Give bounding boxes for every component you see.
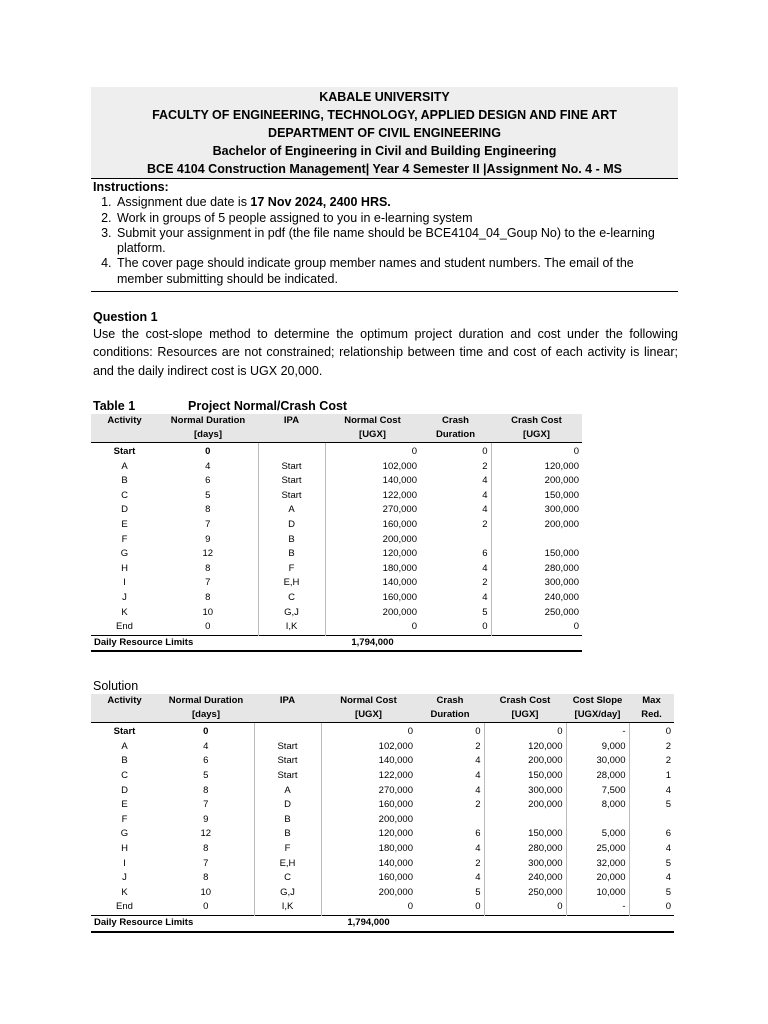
footer-empty bbox=[416, 916, 674, 932]
divider bbox=[91, 287, 678, 292]
table-cell: 0 bbox=[205, 445, 211, 457]
table-cell: 0 bbox=[484, 723, 566, 740]
table-cell: 4 bbox=[629, 842, 674, 857]
table-cell: 4 bbox=[203, 740, 209, 752]
table-cell: 5 bbox=[203, 770, 209, 782]
column-header bbox=[258, 428, 325, 443]
column-header: IPA bbox=[258, 414, 325, 428]
instructions-section bbox=[91, 180, 678, 287]
table-cell: 200,000 bbox=[491, 474, 582, 489]
table-cell: 300,000 bbox=[484, 784, 566, 799]
table-cell: 5,000 bbox=[566, 827, 629, 842]
table-cell: 2 bbox=[475, 857, 481, 869]
table-cell: 4 bbox=[629, 871, 674, 886]
table-row bbox=[91, 460, 582, 475]
table-cell: 0 bbox=[491, 442, 582, 459]
table-cell bbox=[491, 533, 582, 548]
table-cell: 5 bbox=[629, 798, 674, 813]
column-header: Crash Cost bbox=[491, 414, 582, 428]
table-cell: A bbox=[258, 503, 325, 518]
table-cell: 0 bbox=[482, 445, 488, 457]
table-row bbox=[91, 827, 674, 842]
table-row bbox=[91, 754, 674, 769]
table-cell: 4 bbox=[629, 784, 674, 799]
table-cell: 5 bbox=[629, 857, 674, 872]
table-cell: 8 bbox=[203, 843, 209, 855]
table-cell: B bbox=[254, 827, 321, 842]
table-cell: 280,000 bbox=[484, 842, 566, 857]
column-header: Normal Cost bbox=[321, 694, 416, 708]
table-cell: A bbox=[121, 460, 128, 472]
table-cell: D bbox=[121, 504, 128, 516]
column-header: Cost Slope bbox=[566, 694, 629, 708]
table-cell: 4 bbox=[475, 755, 481, 767]
table-row bbox=[91, 518, 582, 533]
question-title: Question 1 bbox=[93, 310, 158, 325]
table-cell: 8 bbox=[205, 504, 211, 516]
instruction-item bbox=[115, 195, 678, 210]
table-row bbox=[91, 784, 674, 799]
table-row bbox=[91, 489, 582, 504]
table-cell: I bbox=[123, 577, 126, 589]
table-row bbox=[91, 740, 674, 755]
table-cell: 140,000 bbox=[325, 474, 420, 489]
table-cell: Start bbox=[254, 769, 321, 784]
table-cell: D bbox=[121, 784, 128, 796]
table-row bbox=[91, 871, 674, 886]
footer-label: Daily Resource Limits bbox=[91, 635, 325, 651]
question-text: Use the cost-slope method to determine the optimum project duration and cost under the following conditions: Resources are not constrained; relationship between time and cost of each activity is linear; and the daily indirect cost is UGX 20,000. bbox=[93, 327, 678, 378]
table-cell: 0 bbox=[205, 621, 211, 633]
table-cell: 0 bbox=[482, 621, 488, 633]
table-cell: 270,000 bbox=[325, 503, 420, 518]
table-cell: 20,000 bbox=[566, 871, 629, 886]
table-cell: G,J bbox=[254, 886, 321, 901]
table-cell: 120,000 bbox=[484, 740, 566, 755]
column-header: [UGX] bbox=[325, 428, 420, 443]
table-cell: Start bbox=[113, 726, 136, 738]
instruction-item bbox=[115, 226, 678, 257]
table-row bbox=[91, 474, 582, 489]
table-row bbox=[91, 798, 674, 813]
table-cell: 8 bbox=[203, 872, 209, 884]
table-cell: 2 bbox=[475, 740, 481, 752]
column-header: [UGX] bbox=[491, 428, 582, 443]
university-name: KABALE UNIVERSITY bbox=[319, 90, 450, 104]
table-row bbox=[91, 813, 674, 828]
table-row bbox=[91, 900, 674, 915]
table-cell: 10,000 bbox=[566, 886, 629, 901]
table-cell: C bbox=[258, 591, 325, 606]
table-row bbox=[91, 562, 582, 577]
footer-total: 1,794,000 bbox=[321, 916, 416, 932]
table-cell: I,K bbox=[254, 900, 321, 915]
table-cell: B bbox=[121, 755, 128, 767]
table-cell: 4 bbox=[482, 504, 488, 516]
table-cell: F bbox=[254, 842, 321, 857]
table-cell: 140,000 bbox=[321, 857, 416, 872]
table-cell: 280,000 bbox=[491, 562, 582, 577]
table-cell: 7,500 bbox=[566, 784, 629, 799]
table-cell: 150,000 bbox=[484, 769, 566, 784]
instruction-text: The cover page should indicate group member names and student numbers. The email of the member submitting should be indicated. bbox=[117, 256, 634, 286]
table-cell: 102,000 bbox=[321, 740, 416, 755]
table-row bbox=[91, 723, 674, 740]
table-cell: 4 bbox=[205, 460, 211, 472]
table-cell: 8 bbox=[205, 591, 211, 603]
table-cell bbox=[420, 533, 491, 548]
column-header: Crash Cost bbox=[484, 694, 566, 708]
table-cell: 200,000 bbox=[484, 798, 566, 813]
table-cell: B bbox=[258, 547, 325, 562]
table-cell: B bbox=[254, 813, 321, 828]
column-header: [UGX] bbox=[321, 708, 416, 723]
table-cell: 2 bbox=[482, 518, 488, 530]
table-cell: C bbox=[121, 770, 128, 782]
footer-label: Daily Resource Limits bbox=[91, 916, 321, 932]
table-cell: 2 bbox=[629, 740, 674, 755]
column-header: [days] bbox=[158, 428, 258, 443]
table-cell: 5 bbox=[629, 886, 674, 901]
normal-crash-cost-table bbox=[91, 414, 582, 652]
table-cell: 120,000 bbox=[321, 827, 416, 842]
table-cell: 0 bbox=[325, 442, 420, 459]
column-header bbox=[91, 708, 158, 723]
table-cell: - bbox=[566, 900, 629, 915]
document-header bbox=[91, 87, 678, 179]
table-cell: H bbox=[121, 562, 128, 574]
table-cell: B bbox=[258, 533, 325, 548]
table-cell: 0 bbox=[629, 900, 674, 915]
table-cell: 200,000 bbox=[325, 533, 420, 548]
table-cell bbox=[416, 813, 484, 828]
document-page bbox=[91, 87, 678, 933]
programme-name: Bachelor of Engineering in Civil and Building Engineering bbox=[212, 144, 557, 158]
table-cell: C bbox=[254, 871, 321, 886]
table-cell: 12 bbox=[202, 548, 214, 560]
table-cell: Start bbox=[258, 460, 325, 475]
column-header: Normal Duration bbox=[158, 694, 254, 708]
table-cell: 250,000 bbox=[484, 886, 566, 901]
table-cell: 9 bbox=[205, 533, 211, 545]
table-cell: E,H bbox=[258, 576, 325, 591]
table-row bbox=[91, 857, 674, 872]
table-cell: 250,000 bbox=[491, 606, 582, 621]
table-row bbox=[91, 606, 582, 621]
table-cell: F bbox=[258, 562, 325, 577]
column-header: [UGX/day] bbox=[566, 708, 629, 723]
table-cell: 0 bbox=[325, 620, 420, 635]
table-cell bbox=[258, 442, 325, 459]
table-row bbox=[91, 442, 582, 459]
table-cell: E,H bbox=[254, 857, 321, 872]
solution-table bbox=[91, 694, 674, 932]
table-cell: 12 bbox=[200, 828, 212, 840]
table-cell: 7 bbox=[205, 518, 211, 530]
column-header: Max bbox=[629, 694, 674, 708]
table-cell: 6 bbox=[205, 475, 211, 487]
table-cell: 4 bbox=[475, 770, 481, 782]
table-cell: 300,000 bbox=[491, 576, 582, 591]
table-cell: 6 bbox=[482, 548, 488, 560]
table-cell: - bbox=[566, 723, 629, 740]
table-cell: 4 bbox=[475, 784, 481, 796]
table-cell: 32,000 bbox=[566, 857, 629, 872]
column-header: Normal Duration bbox=[158, 414, 258, 428]
table-cell: B bbox=[121, 475, 128, 487]
faculty-name: FACULTY OF ENGINEERING, TECHNOLOGY, APPLIED DESIGN AND FINE ART bbox=[152, 108, 617, 122]
table-row bbox=[91, 591, 582, 606]
table-cell: 300,000 bbox=[491, 503, 582, 518]
table-cell: 120,000 bbox=[325, 547, 420, 562]
footer-row bbox=[91, 916, 674, 932]
table-cell: 240,000 bbox=[491, 591, 582, 606]
table-cell: K bbox=[121, 606, 128, 618]
instruction-due-date: 17 Nov 2024, 2400 HRS. bbox=[250, 195, 391, 210]
table-cell: 0 bbox=[484, 900, 566, 915]
table-cell: 8 bbox=[205, 562, 211, 574]
table-cell: 150,000 bbox=[491, 547, 582, 562]
column-header: [UGX] bbox=[484, 708, 566, 723]
table-cell: C bbox=[121, 489, 128, 501]
column-header: [days] bbox=[158, 708, 254, 723]
column-header: Duration bbox=[420, 428, 491, 443]
table-cell: 0 bbox=[203, 901, 209, 913]
table-cell: 200,000 bbox=[491, 518, 582, 533]
table-cell: Start bbox=[258, 474, 325, 489]
table-cell: D bbox=[258, 518, 325, 533]
table-cell: 10 bbox=[202, 606, 214, 618]
table-cell: 160,000 bbox=[325, 518, 420, 533]
table-cell: 140,000 bbox=[325, 576, 420, 591]
table-cell: 7 bbox=[205, 577, 211, 589]
table-cell: 28,000 bbox=[566, 769, 629, 784]
table1-title: Project Normal/Crash Cost bbox=[188, 398, 348, 413]
table-cell: E bbox=[121, 518, 128, 530]
table-cell: 270,000 bbox=[321, 784, 416, 799]
column-header: Activity bbox=[91, 694, 158, 708]
table-cell: 0 bbox=[321, 723, 416, 740]
table1-label: Table 1 bbox=[93, 398, 136, 413]
table-cell: 0 bbox=[203, 726, 209, 738]
table-cell: A bbox=[121, 740, 128, 752]
instruction-item bbox=[115, 256, 678, 287]
table-cell: 4 bbox=[482, 475, 488, 487]
column-header: Crash bbox=[416, 694, 484, 708]
table-cell: 200,000 bbox=[484, 754, 566, 769]
table-cell: F bbox=[121, 813, 128, 825]
table-cell: 5 bbox=[475, 886, 481, 898]
table-cell: G bbox=[120, 828, 129, 840]
table-cell: 4 bbox=[482, 489, 488, 501]
table-cell: 6 bbox=[629, 827, 674, 842]
table-cell: 122,000 bbox=[321, 769, 416, 784]
course-line: BCE 4104 Construction Management| Year 4 Semester II |Assignment No. 4 - MS bbox=[147, 162, 622, 176]
column-header: IPA bbox=[254, 694, 321, 708]
table-cell: H bbox=[121, 843, 128, 855]
table-cell: 30,000 bbox=[566, 754, 629, 769]
table-cell: 0 bbox=[629, 723, 674, 740]
column-header: Activity bbox=[91, 414, 158, 428]
table-cell: 5 bbox=[482, 606, 488, 618]
table-cell: 240,000 bbox=[484, 871, 566, 886]
table-cell: 160,000 bbox=[325, 591, 420, 606]
instruction-item bbox=[115, 211, 678, 226]
table-cell: J bbox=[122, 872, 127, 884]
table-cell: 2 bbox=[629, 754, 674, 769]
table-cell bbox=[629, 813, 674, 828]
instruction-text: Assignment due date is bbox=[117, 195, 251, 210]
column-header: Crash bbox=[420, 414, 491, 428]
instructions-heading: Instructions: bbox=[93, 180, 169, 194]
table-cell: J bbox=[122, 591, 127, 603]
table-cell: 4 bbox=[475, 872, 481, 884]
table-cell: F bbox=[121, 533, 128, 545]
table-cell: 4 bbox=[482, 562, 488, 574]
table-row bbox=[91, 886, 674, 901]
table-cell: 6 bbox=[475, 828, 481, 840]
table-cell: 4 bbox=[482, 591, 488, 603]
column-header: Red. bbox=[629, 708, 674, 723]
table-cell: 122,000 bbox=[325, 489, 420, 504]
table-cell: K bbox=[121, 886, 128, 898]
table-cell: 2 bbox=[482, 577, 488, 589]
table-cell: 150,000 bbox=[491, 489, 582, 504]
table-cell: 2 bbox=[482, 460, 488, 472]
footer-total: 1,794,000 bbox=[325, 635, 420, 651]
instructions-list bbox=[91, 195, 678, 287]
column-header bbox=[254, 708, 321, 723]
table1-caption bbox=[93, 399, 678, 414]
table-cell: 160,000 bbox=[321, 871, 416, 886]
table-cell: 6 bbox=[203, 755, 209, 767]
solution-title: Solution bbox=[93, 679, 139, 694]
table-cell: 7 bbox=[203, 857, 209, 869]
table-row bbox=[91, 503, 582, 518]
table-cell: Start bbox=[254, 740, 321, 755]
table-cell: 5 bbox=[205, 489, 211, 501]
table-cell: 9 bbox=[203, 813, 209, 825]
table-row bbox=[91, 620, 582, 635]
table-cell: 8,000 bbox=[566, 798, 629, 813]
table-cell: Start bbox=[258, 489, 325, 504]
table-cell: E bbox=[121, 799, 128, 811]
table-row bbox=[91, 533, 582, 548]
table-cell: Start bbox=[113, 445, 136, 457]
table-cell: I bbox=[123, 857, 126, 869]
table-cell: 0 bbox=[491, 620, 582, 635]
table-cell: Start bbox=[254, 754, 321, 769]
table-cell bbox=[254, 723, 321, 740]
table-cell: G bbox=[120, 548, 129, 560]
table-cell: End bbox=[116, 621, 133, 633]
department-name: DEPARTMENT OF CIVIL ENGINEERING bbox=[268, 126, 501, 140]
table-cell: 0 bbox=[475, 726, 481, 738]
column-header: Normal Cost bbox=[325, 414, 420, 428]
table-cell: 300,000 bbox=[484, 857, 566, 872]
footer-row bbox=[91, 635, 582, 651]
table-cell: G,J bbox=[258, 606, 325, 621]
table-cell: 200,000 bbox=[321, 886, 416, 901]
table-cell: 4 bbox=[475, 843, 481, 855]
table-cell: 8 bbox=[203, 784, 209, 796]
table-cell: 160,000 bbox=[321, 798, 416, 813]
table-cell bbox=[566, 813, 629, 828]
table-cell: 120,000 bbox=[491, 460, 582, 475]
table-cell: 2 bbox=[475, 799, 481, 811]
footer-empty bbox=[420, 635, 582, 651]
table-cell: I,K bbox=[258, 620, 325, 635]
table-cell: 102,000 bbox=[325, 460, 420, 475]
table-cell: 9,000 bbox=[566, 740, 629, 755]
table-cell: 180,000 bbox=[325, 562, 420, 577]
table-cell: 180,000 bbox=[321, 842, 416, 857]
table-row bbox=[91, 842, 674, 857]
table-cell: 7 bbox=[203, 799, 209, 811]
table-cell: A bbox=[254, 784, 321, 799]
table-cell: 150,000 bbox=[484, 827, 566, 842]
table-cell: 25,000 bbox=[566, 842, 629, 857]
table-cell bbox=[484, 813, 566, 828]
table-cell: 140,000 bbox=[321, 754, 416, 769]
table-cell: 200,000 bbox=[321, 813, 416, 828]
table-cell: 0 bbox=[321, 900, 416, 915]
table-cell: 0 bbox=[475, 901, 481, 913]
table-row bbox=[91, 547, 582, 562]
column-header bbox=[91, 428, 158, 443]
table-cell: End bbox=[116, 901, 133, 913]
table-cell: 10 bbox=[200, 886, 212, 898]
column-header: Duration bbox=[416, 708, 484, 723]
table-cell: 200,000 bbox=[325, 606, 420, 621]
instruction-text: Work in groups of 5 people assigned to you in e-learning system bbox=[117, 210, 473, 225]
table-row bbox=[91, 576, 582, 591]
table-cell: D bbox=[254, 798, 321, 813]
instruction-text: Submit your assignment in pdf (the file name should be BCE4104_04_Goup No) to the e-learning platform. bbox=[117, 225, 655, 256]
table-row bbox=[91, 769, 674, 784]
table-cell: 1 bbox=[629, 769, 674, 784]
